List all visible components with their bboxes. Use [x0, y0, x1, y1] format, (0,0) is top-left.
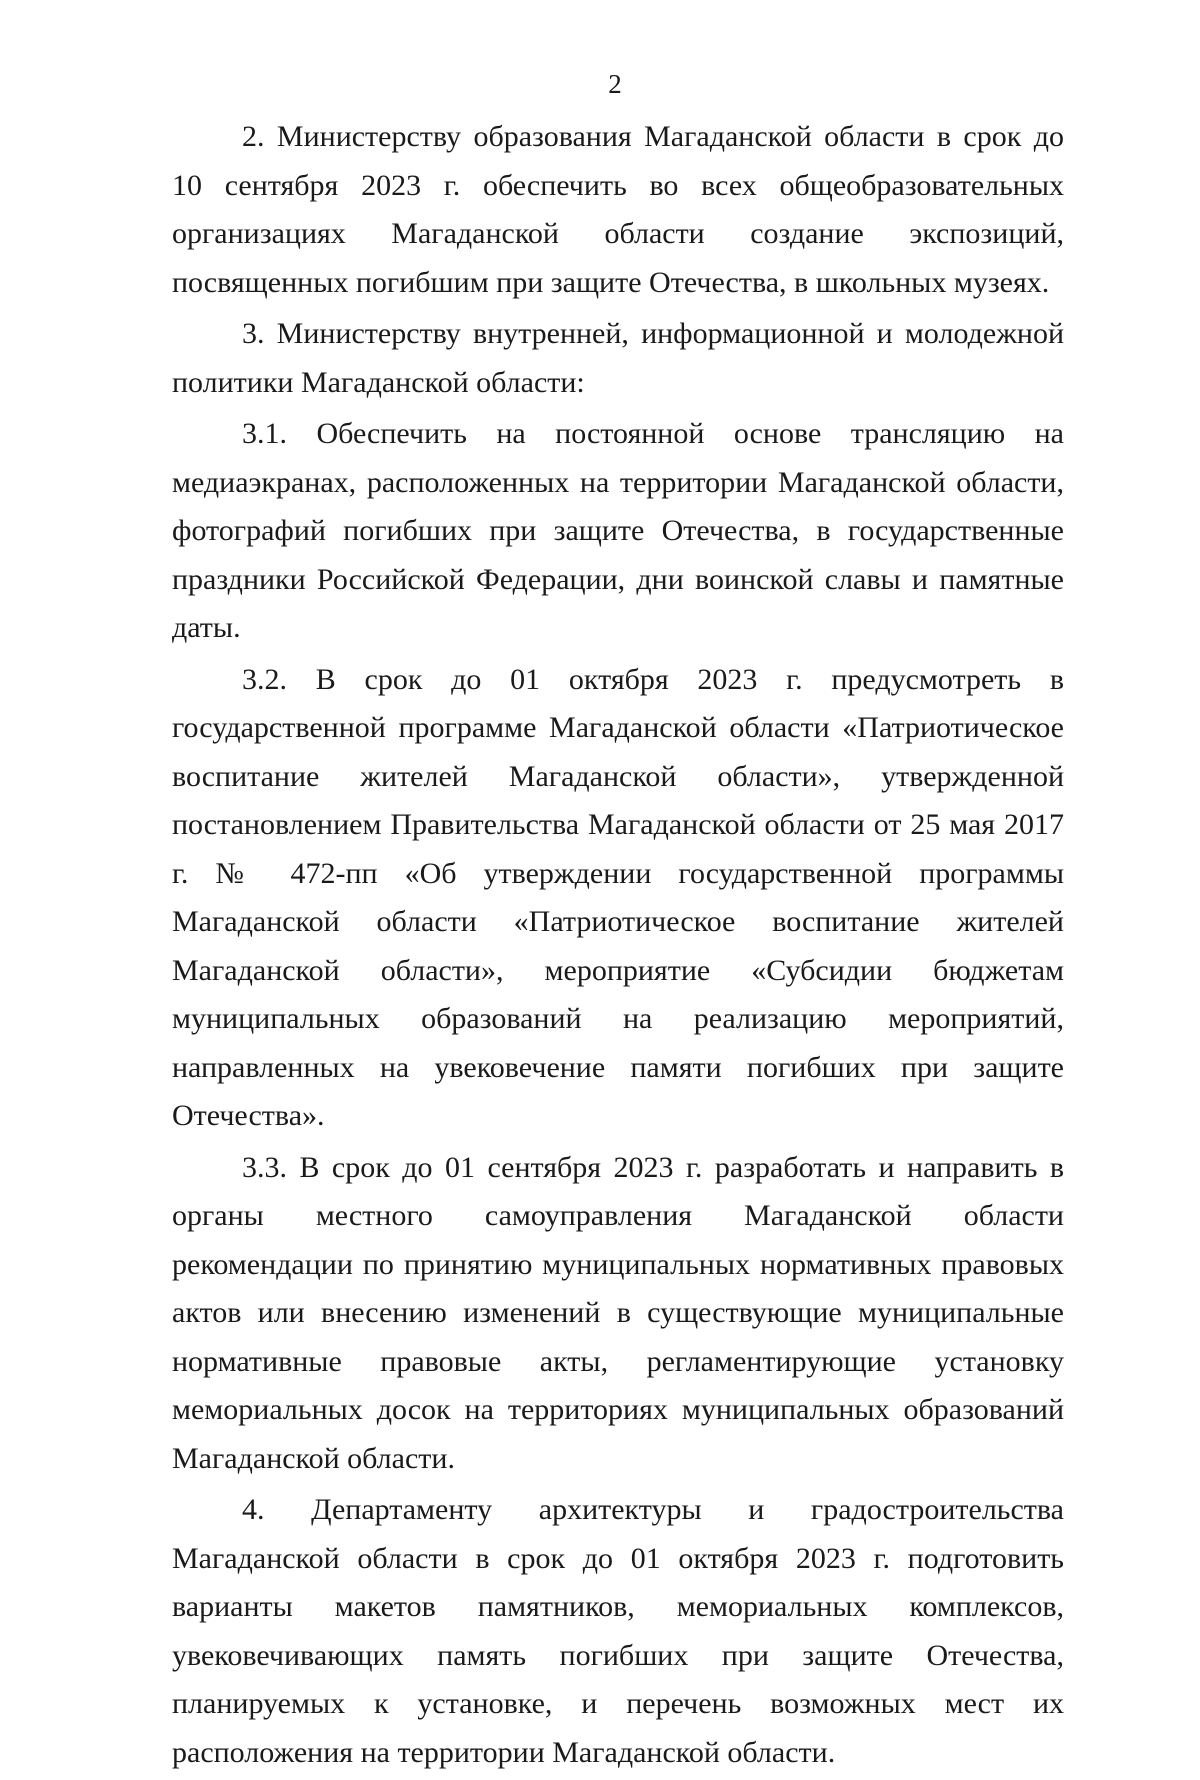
- paragraph-2: 2. Министерству образования Магаданской области в срок до 10 сентября 2023 г. обеспечить во всех общеобразовательных организациях Магаданской области создание экспозиций, посвященных погибшим при защите Отечества, в школьных музеях.: [172, 120, 1064, 299]
- paragraph-3: 3. Министерству внутренней, информационной и молодежной политики Магаданской области:: [172, 317, 1064, 399]
- page-number: 2: [608, 69, 622, 99]
- paragraph-4: 4. Департаменту архитектуры и градостроительства Магаданской области в срок до 01 октября 2023 г. подготовить варианты макетов памятников, мемориальных комплексов, увековечивающих память погибших при защите Отечества, планируемых к установке, и перечень возможных мест их расположения на территории Магаданской области.: [172, 1493, 1064, 1769]
- paragraph-3-1: 3.1. Обеспечить на постоянной основе трансляцию на медиаэкранах, расположенных на территории Магаданской области, фотографий погибших при защите Отечества, в государственные праздники Российской Федерации, дни воинской славы и памятные даты.: [172, 417, 1064, 644]
- paragraph-3-2: 3.2. В срок до 01 октября 2023 г. предусмотреть в государственной программе Магаданской области «Патриотическое воспитание жителей Магаданской области», утвержденной постановлением Правительства Магаданской области от 25 мая 2017 г. № 472-пп «Об утверждении государственной программы Магаданской области «Патриотическое воспитание жителей Магаданской области», мероприятие «Субсидии бюджетам муниципальных образований на реализацию мероприятий, направленных на увековечение памяти погибших при защите Отечества».: [172, 662, 1064, 1132]
- document-body: [172, 113, 1064, 1780]
- paragraph-3-3: 3.3. В срок до 01 сентября 2023 г. разработать и направить в органы местного самоуправления Магаданской области рекомендации по принятию муниципальных нормативных правовых актов или внесению изменений в существующие муниципальные нормативные правовые акты, регламентирующие установку мемориальных досок на территориях муниципальных образований Магаданской области.: [172, 1150, 1064, 1475]
